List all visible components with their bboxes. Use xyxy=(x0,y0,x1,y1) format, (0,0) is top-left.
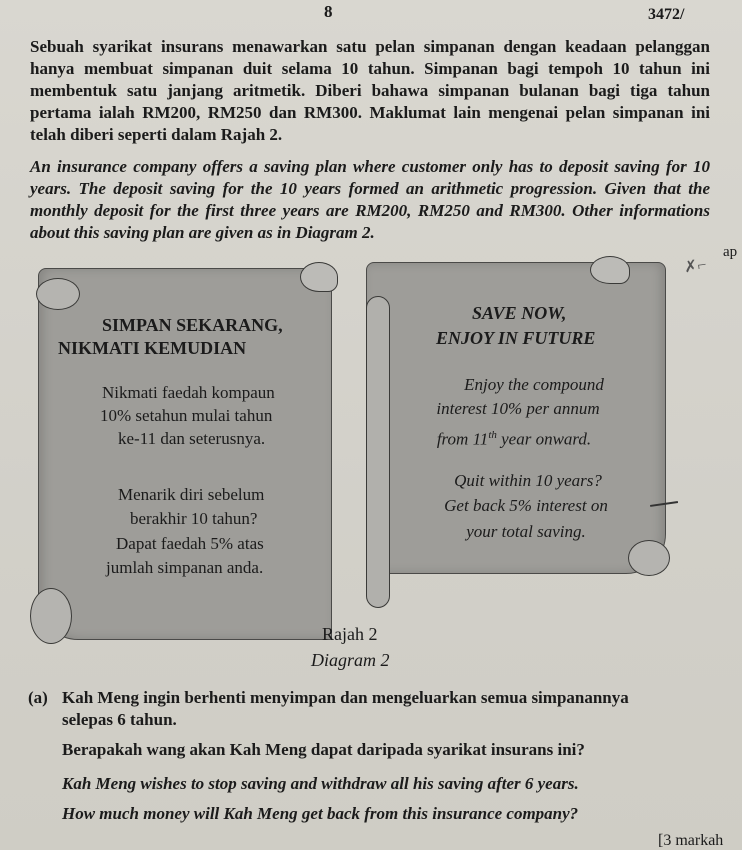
paper-code: 3472/ xyxy=(648,6,685,23)
caption-english: Diagram 2 xyxy=(311,650,390,670)
pencil-mark-icon: ✗⌐ xyxy=(682,256,708,277)
question-a-malay-3: Berapakah wang akan Kah Meng dapat daripada syarikat insurans ini? xyxy=(62,740,585,759)
scroll-curl-icon xyxy=(30,588,72,644)
marks-label: [3 markah xyxy=(658,832,724,849)
intro-malay: Sebuah syarikat insurans menawarkan satu pelan simpanan dengan keadaan pelanggan hanya membuat simpanan duit selama 10 tahun. Simpanan bagi tempoh 10 tahun ini membentuk satu janjang aritmetik. Diberi bahawa simpanan bulanan bagi tiga tahun pertama ialah RM200, RM250 dan RM300. Maklumat lain mengenai pelan simpanan ini telah diberi seperti dalam Rajah 2. xyxy=(30,37,710,144)
scroll-malay-text-7: jumlah simpanan anda. xyxy=(106,558,264,577)
scroll-malay-title-1: SIMPAN SEKARANG, xyxy=(102,315,283,335)
scroll-english-text-2: interest 10% per annum xyxy=(436,399,600,418)
caption-malay: Rajah 2 xyxy=(322,624,378,644)
scroll-english-text-1: Enjoy the compound xyxy=(464,375,604,394)
margin-fragment: ap xyxy=(723,244,738,260)
scroll-curl-icon xyxy=(300,262,338,292)
scroll-malay-text-4: Menarik diri sebelum xyxy=(118,485,265,504)
scroll-malay-text-3: ke-11 dan seterusnya. xyxy=(118,429,266,448)
question-a-malay-2: selepas 6 tahun. xyxy=(62,710,177,729)
scroll-english-text-3: from 11th year onward. xyxy=(436,429,592,449)
scroll-english-text-6: your total saving. xyxy=(466,522,586,541)
scroll-malay-text-6: Dapat faedah 5% atas xyxy=(116,534,264,553)
question-a-english-2: How much money will Kah Meng get back from this insurance company? xyxy=(62,804,579,823)
scroll-english-text-4: Quit within 10 years? xyxy=(454,471,602,490)
scroll-curl-icon xyxy=(36,278,80,310)
question-a-english-1: Kah Meng wishes to stop saving and withdraw all his saving after 6 years. xyxy=(62,774,579,793)
scroll-english-title-1: SAVE NOW, xyxy=(472,303,567,323)
scroll-malay-text-2: 10% setahun mulai tahun xyxy=(100,406,273,425)
page-number: 8 xyxy=(324,2,333,21)
question-a-malay-1: Kah Meng ingin berhenti menyimpan dan mengeluarkan semua simpanannya xyxy=(62,688,629,707)
scroll-english-title-2: ENJOY IN FUTURE xyxy=(436,328,596,348)
scroll-malay-title-2: NIKMATI KEMUDIAN xyxy=(58,338,247,358)
question-a-label: (a) xyxy=(28,688,48,707)
scroll-english-text-5: Get back 5% interest on xyxy=(444,496,608,515)
scroll-curl-icon xyxy=(628,540,670,576)
scroll-malay-text-1: Nikmati faedah kompaun xyxy=(102,383,275,402)
scroll-curl-icon xyxy=(590,256,630,284)
scroll-malay-text-5: berakhir 10 tahun? xyxy=(130,509,258,528)
intro-english: An insurance company offers a saving plan where customer only has to deposit saving for 10 years. The deposit saving for the 10 years formed an arithmetic progression. Given that the monthly deposit for the first three years are RM200, RM250 and RM300. Other informations about this saving plan are given as in Diagram 2. xyxy=(30,157,710,242)
scroll-rod-icon xyxy=(366,296,390,608)
